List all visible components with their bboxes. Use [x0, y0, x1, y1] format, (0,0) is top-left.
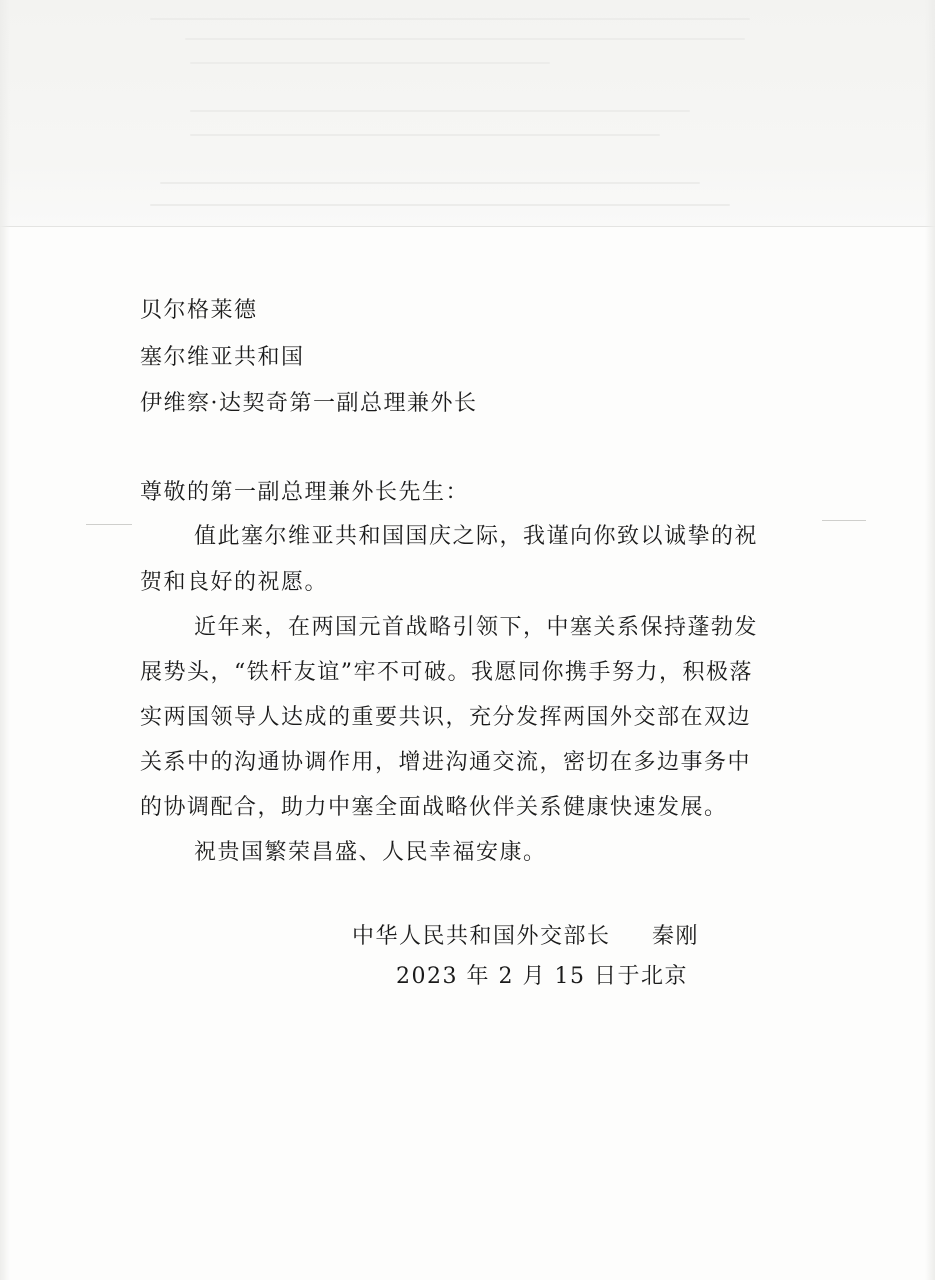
paragraph-line: 祝贵国繁荣昌盛、人民幸福安康。 [194, 840, 547, 865]
signature-name: 秦刚 [652, 924, 700, 949]
paragraph-line: 展势头，“铁杆友谊”牢不可破。我愿同你携手努力，积极落 [140, 660, 753, 685]
salutation: 尊敬的第一副总理兼外长先生： [140, 480, 470, 505]
paragraph-line: 实两国领导人达成的重要共识，充分发挥两国外交部在双边 [140, 705, 752, 730]
recipient-country: 塞尔维亚共和国 [140, 345, 305, 370]
recipient-city: 贝尔格莱德 [140, 298, 258, 323]
signature-title: 中华人民共和国外交部长 [352, 924, 611, 949]
paragraph-line: 值此塞尔维亚共和国国庆之际，我谨向你致以诚挚的祝 [194, 524, 759, 549]
paragraph-line: 近年来，在两国元首战略引领下，中塞关系保持蓬勃发 [194, 615, 759, 640]
date-place: 2023 年 2 月 15 日于北京 [396, 964, 688, 989]
recipient-name-title: 伊维察·达契奇第一副总理兼外长 [140, 391, 478, 416]
paragraph-line: 的协调配合，助力中塞全面战略伙伴关系健康快速发展。 [140, 795, 728, 820]
paragraph-line: 贺和良好的祝愿。 [140, 570, 329, 595]
paragraph-line: 关系中的沟通协调作用，增进沟通交流，密切在多边事务中 [140, 750, 752, 775]
